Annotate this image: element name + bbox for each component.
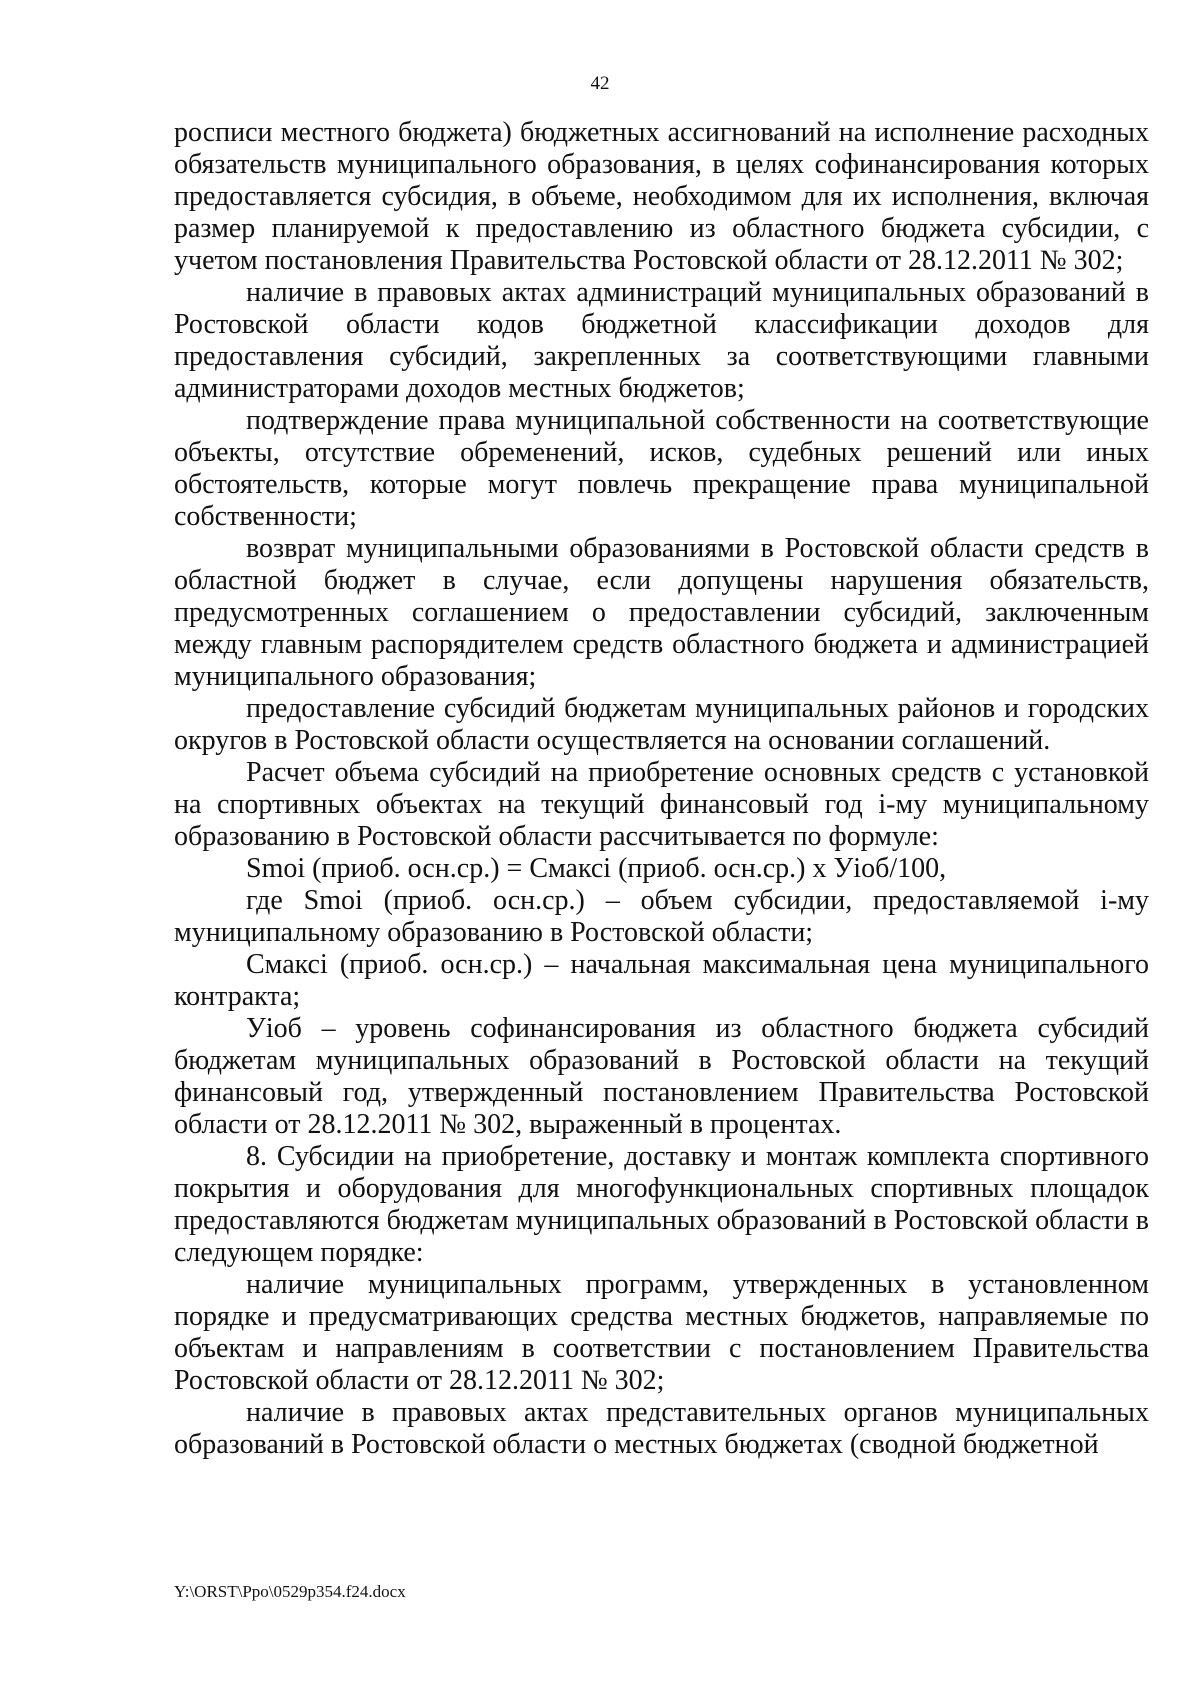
footer-file-path: Y:\ORST\Ppo\0529p354.f24.docx [174, 1582, 406, 1601]
paragraph: где Smoi (приоб. осн.ср.) – объем субсидии, предоставляемой i-му муниципальному образованию в Ростовской области; [174, 885, 1149, 948]
paragraph: возврат муниципальными образованиями в Ростовской области средств в областной бюджет в случае, если допущены нарушения обязательств, предусмотренных соглашением о предоставлении субсидий, заключенным между главным распорядителем средств областного бюджета и администрацией муниципального образования; [174, 533, 1149, 692]
paragraph: Смаксi (приоб. осн.ср.) – начальная максимальная цена муниципального контракта; [174, 949, 1149, 1012]
paragraph: Расчет объема субсидий на приобретение основных средств с установкой на спортивных объектах на текущий финансовый год i-му муниципальному образованию в Ростовской области рассчитывается по формуле: [174, 757, 1149, 852]
paragraph: 8. Субсидии на приобретение, доставку и монтаж комплекта спортивного покрытия и оборудования для многофункциональных спортивных площадок предоставляются бюджетам муниципальных образований в Ростовской области в следующем порядке: [174, 1141, 1149, 1268]
paragraph: наличие муниципальных программ, утвержденных в установленном порядке и предусматривающих средства местных бюджетов, направляемые по объектам и направлениям в соответствии с постановлением Правительства Ростовской области от 28.12.2011 № 302; [174, 1269, 1149, 1396]
paragraph: предоставление субсидий бюджетам муниципальных районов и городских округов в Ростовской области осуществляется на основании соглашений. [174, 693, 1149, 756]
paragraph: Уioб – уровень софинансирования из областного бюджета субсидий бюджетам муниципальных образований в Ростовской области на текущий финансовый год, утвержденный постановлением Правительства Ростовской области от 28.12.2011 № 302, выраженный в процентах. [174, 1013, 1149, 1140]
paragraph: наличие в правовых актах администраций муниципальных образований в Ростовской области кодов бюджетной классификации доходов для предоставления субсидий, закрепленных за соответствующими главными администраторами доходов местных бюджетов; [174, 277, 1149, 404]
page-number: 42 [590, 73, 610, 94]
paragraph: росписи местного бюджета) бюджетных ассигнований на исполнение расходных обязательств муниципального образования, в целях софинансирования которых предоставляется субсидия, в объеме, необходимом для их исполнения, включая размер планируемой к предоставлению из областного бюджета субсидии, с учетом постановления Правительства Ростовской области от 28.12.2011 № 302; [174, 117, 1149, 276]
paragraph: подтверждение права муниципальной собственности на соответствующие объекты, отсутствие обременений, исков, судебных решений или иных обстоятельств, которые могут повлечь прекращение права муниципальной собственности; [174, 405, 1149, 532]
document-body [174, 117, 1149, 1461]
formula: Smoi (приоб. осн.ср.) = Смаксi (приоб. осн.ср.) х Уioб/100, [246, 853, 947, 884]
paragraph: наличие в правовых актах представительных органов муниципальных образований в Ростовской области о местных бюджетах (сводной бюджетной [174, 1397, 1149, 1460]
